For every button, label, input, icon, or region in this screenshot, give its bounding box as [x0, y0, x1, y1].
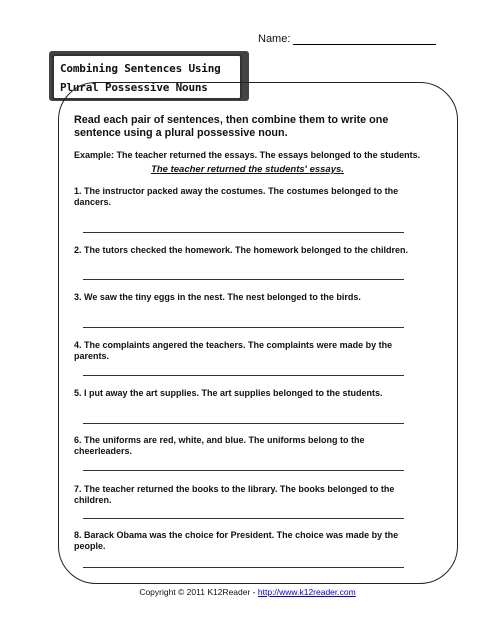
example-answer-text: The teacher returned the students' essays.	[151, 164, 344, 175]
question-4: 4. The complaints angered the teachers. The complaints were made by the parents.	[74, 340, 393, 361]
answer-line-6[interactable]	[83, 470, 404, 471]
name-line[interactable]	[293, 34, 436, 45]
example-prompt: Example: The teacher returned the essays. The essays belonged to the students.	[74, 150, 421, 160]
answer-line-3[interactable]	[83, 327, 404, 328]
name-field	[258, 33, 436, 45]
answer-line-5[interactable]	[83, 423, 404, 424]
example-answer	[0, 164, 495, 175]
question-5: 5. I put away the art supplies. The art supplies belonged to the students.	[74, 388, 383, 398]
question-3: 3. We saw the tiny eggs in the nest. The nest belonged to the birds.	[74, 292, 361, 302]
title-line-1: Combining Sentences Using	[60, 62, 221, 75]
question-6: 6. The uniforms are red, white, and blue. The uniforms belong to the cheerleaders.	[74, 435, 365, 456]
k12reader-link[interactable]: http://www.k12reader.com	[257, 587, 356, 597]
question-2: 2. The tutors checked the homework. The homework belonged to the children.	[74, 245, 409, 255]
answer-line-4[interactable]	[83, 375, 404, 376]
instructions: Read each pair of sentences, then combine them to write one sentence using a plural possessive noun.	[74, 114, 389, 139]
question-1: 1. The instructor packed away the costumes. The costumes belonged to the dancers.	[74, 186, 399, 207]
answer-line-2[interactable]	[83, 279, 404, 280]
copyright-text: Copyright © 2011 K12Reader -	[139, 587, 256, 597]
answer-line-1[interactable]	[83, 232, 404, 233]
footer	[0, 587, 495, 597]
title-line-2: Plural Possessive Nouns	[60, 81, 208, 94]
answer-line-7[interactable]	[83, 518, 404, 519]
name-label: Name:	[258, 33, 291, 45]
question-8: 8. Barack Obama was the choice for President. The choice was made by the people.	[74, 530, 399, 551]
answer-line-8[interactable]	[83, 567, 404, 568]
question-7: 7. The teacher returned the books to the library. The books belonged to the children.	[74, 484, 395, 505]
